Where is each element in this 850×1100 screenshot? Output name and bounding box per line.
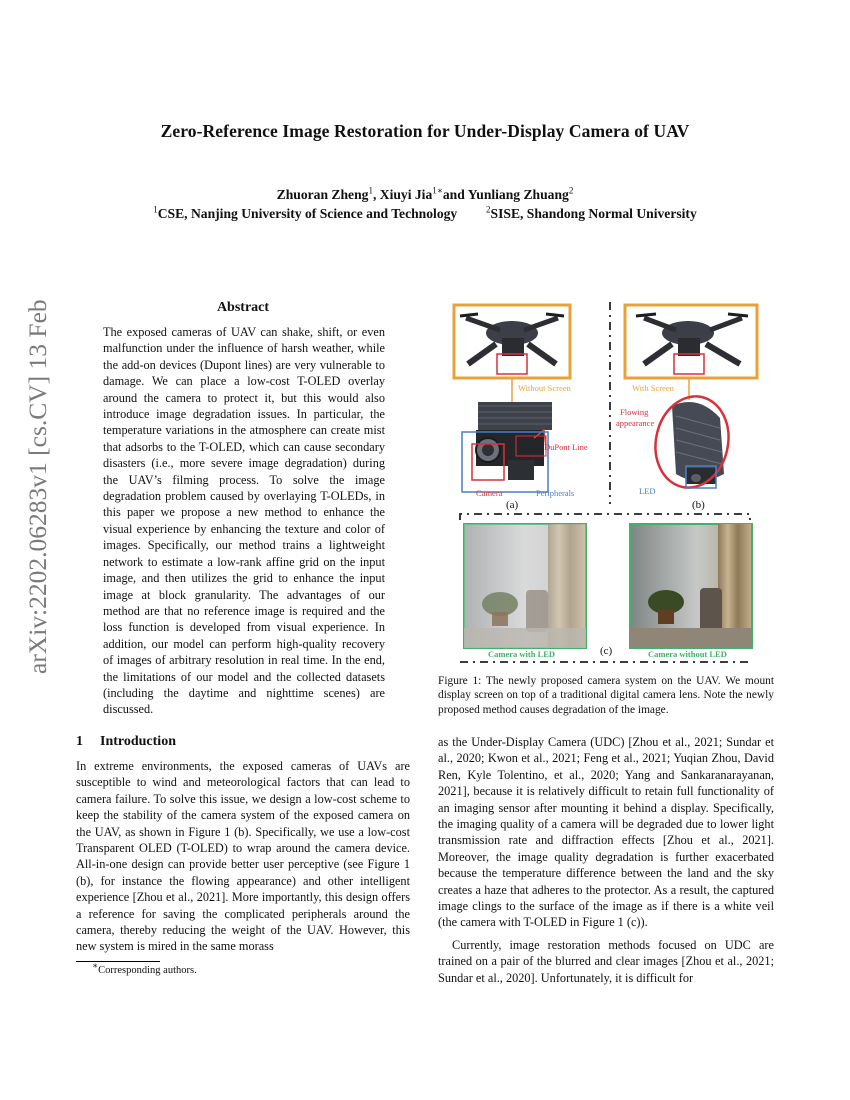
footnote [92,960,197,976]
affiliation-2: SISE, Shandong Normal University [490,206,697,221]
label-appearance: appearance [616,418,655,428]
drone-photo-a [454,305,570,378]
label-dupont: DuPont Line [544,442,588,452]
label-without-screen: Without Screen [518,383,571,393]
photo-camera-without-led [630,524,752,648]
panel-c-bracket [460,514,750,520]
label-cam-with-led: Camera with LED [488,649,556,659]
label-b: (b) [692,499,705,511]
paper-title: Zero-Reference Image Restoration for Under-Display Camera of UAV [160,121,690,141]
author-sup: 2 [568,185,574,196]
label-a: (a) [506,499,519,511]
label-cam-without-led: Camera without LED [648,649,727,659]
author-sep: and [442,187,468,202]
abstract-text: The exposed cameras of UAV can shake, shift, or even malfunction under the influence of harsh weather, while the add-on devices (Dupont lines) are very vulnerable to damage. We can place a low-cost T-OLED overlay around the camera to protect it, but this would also introduce image degradation issues. In particular, the temperature variations in the atmosphere can create mist that adsorbs to the T-OLED, which can cause secondary disasters (i.e., more severe image degradation) during the UAV’s filming process. To solve the image degradation problem caused by overlaying T-OLEDs, in this paper we propose a new method to enhance the visual experience by enhancing the texture and color of images. Specifically, our method trains a lightweight network to estimate a low-rank affine grid on the input image, and then utilizes the grid to enhance the input image at block granularity. The advantages of our method are that no reference image is required and the loss function is developed from visual experience. In addition, our model can perform high-quality recovery of images of arbitrary resolution in real time. In the end, the limitations of our model and the collected datasets (including the daytime and nighttime scenes) are discussed. [103,325,385,717]
author-sep: , [372,187,380,202]
label-camera: Camera [476,488,503,498]
figure-1 [448,298,770,670]
section-heading [76,734,176,750]
arxiv-stamp-text: arXiv:2202.06283v1 [cs.CV] 13 Feb 2022 [23,294,52,674]
affiliation-line [60,206,790,222]
author-name: Zhuoran Zheng [276,187,369,202]
footnote-rule [76,961,160,962]
author-sup: 1∗ [432,185,443,196]
author-name: Xiuyi Jia [379,187,433,202]
section-title: Introduction [100,734,176,749]
abstract-heading: Abstract [216,300,270,315]
affiliation-1: CSE, Nanjing University of Science and Technology [157,206,458,221]
figure-caption: Figure 1: The newly proposed camera system on the UAV. We mount display screen on top of a traditional digital camera lens. Note the newly proposed method causes degradation of the image. [438,675,774,716]
drone-photo-b [625,305,757,378]
affiliation-sup: 2 [486,204,491,215]
label-peripherals: Peripherals [536,488,575,498]
label-c: (c) [600,645,613,657]
intro-left-column: In extreme environments, the exposed cameras of UAVs are susceptible to wind and meteorological factors that can lead to camera failure. To solve this issue, we design a low-cost scheme to keep the stability of the camera system of the exposed camera on the UAV, as shown in Figure 1 (b). Specifically, we use a low-cost Transparent OLED (T-OLED) to wrap around the camera device. All-in-one design can provide better user perceptive (see Figure 1 (b), for instance the flowing appearance) and other intelligent experience [Zhou et al., 2021]. More importantly, this design offers a reference for saving the complicated peripherals around the camera, thereby reducing the weight of the UAV. However, this new system is mired in the same morass [76,759,410,954]
camera-closeup-a [476,402,552,480]
footnote-text: Corresponding authors. [98,965,197,976]
intro-paragraph: as the Under-Display Camera (UDC) [Zhou et al., 2021; Sundar et al., 2020; Kwon et al., 2021; Feng et al., 2021; Yuqian Zhou, David Ren, Kyle Tolentino, et al., 2020; Yang and Sankaranarayanan, 2021], because it is relatively difficult to retain full functionality of an imaging sensor after mounting it behind a display. Specifically, the imaging quality of a camera will be degraded due to lower light transmission rate and diffraction effects [Zhou et al., 2021]. Moreover, the image quality degradation is further exacerbated because the temperature difference between the land and the sky creates a haze that adheres to the protector. As a result, the captured image clings to the surface of the image as if there is a white veil (the camera with T-OLED in Figure 1 (c)). [438,735,774,930]
author-name: Yunliang Zhuang [467,187,569,202]
footnote-mark: ∗ [92,960,99,971]
section-number: 1 [76,734,83,749]
author-sup: 1 [368,185,373,196]
intro-right-column [438,734,774,986]
arxiv-side-stamp [0,294,60,674]
label-flowing: Flowing [620,407,649,417]
affiliation-sup: 1 [153,204,158,215]
label-with-screen: With Screen [632,383,674,393]
author-line [60,187,790,203]
label-led: LED [639,486,656,496]
intro-paragraph: Currently, image restoration methods focused on UDC are trained on a pair of the blurred and clear images [Zhou et al., 2021; Sundar et al., 2020]. Unfortunately, it is difficult for [438,937,774,985]
photo-camera-with-led [464,524,586,648]
